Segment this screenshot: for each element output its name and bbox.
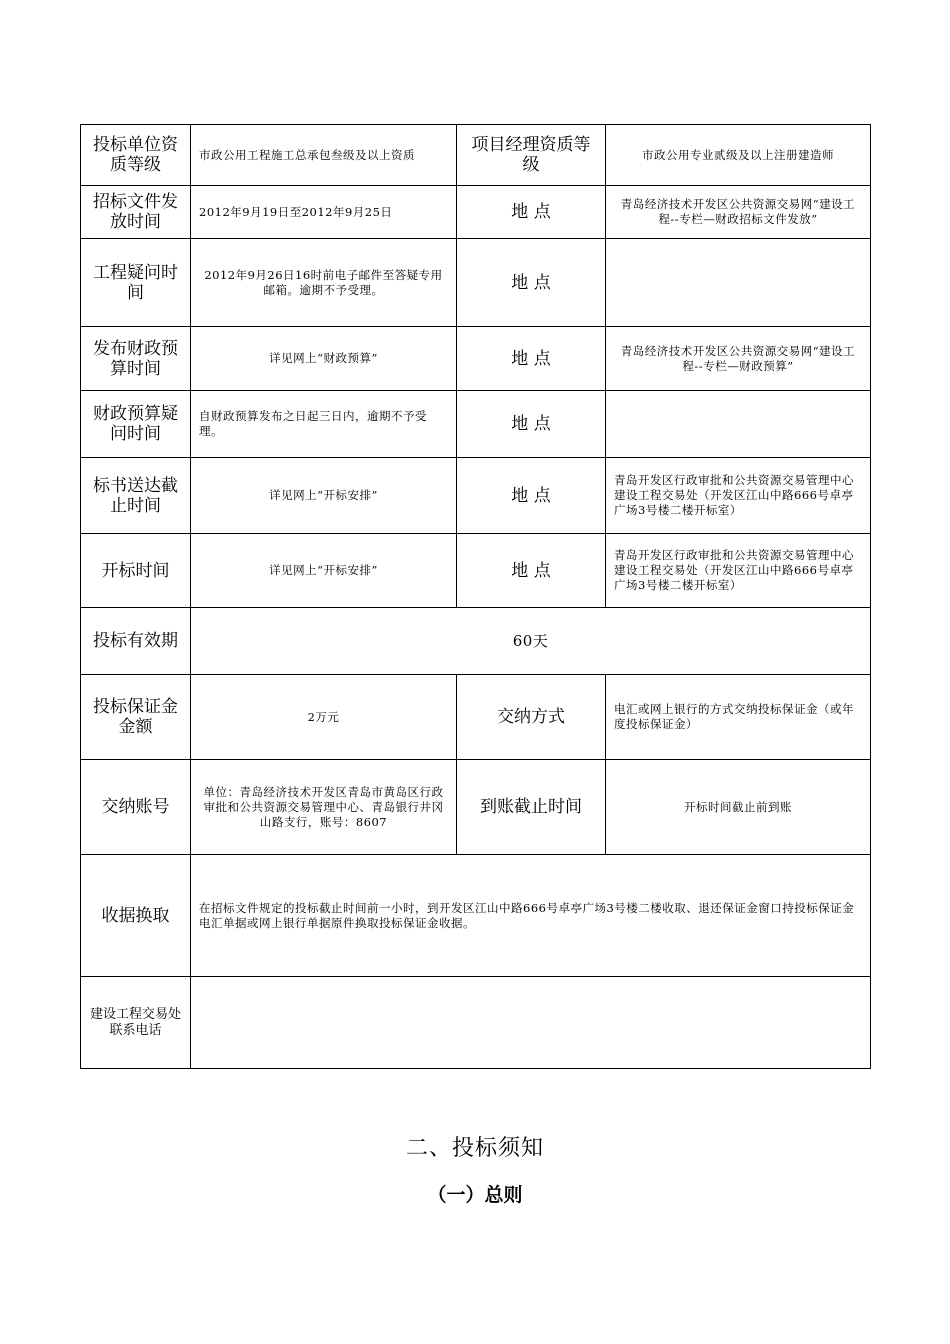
- table-row: [81, 458, 871, 534]
- row-value: 在招标文件规定的投标截止时间前一小时，到开发区江山中路666号卓亭广场3号楼二楼收取、退还保证金窗口持投标保证金电汇单据或网上银行单据原件换取投标保证金收据。: [191, 855, 871, 977]
- table-row: [81, 239, 871, 327]
- row-value: 2012年9月26日16时前电子邮件至答疑专用邮箱。逾期不予受理。: [191, 239, 457, 327]
- row-value-2: [606, 391, 871, 458]
- row-label-2: 地 点: [457, 239, 606, 327]
- row-value-2: 青岛开发区行政审批和公共资源交易管理中心建设工程交易处（开发区江山中路666号卓亭广场3号楼二楼开标室）: [606, 534, 871, 608]
- row-label-2: 项目经理资质等级: [457, 125, 606, 186]
- row-label: 发布财政预算时间: [81, 327, 191, 391]
- row-label-2: 地 点: [457, 391, 606, 458]
- table-row: [81, 125, 871, 186]
- table-row: [81, 855, 871, 977]
- row-label: 收据换取: [81, 855, 191, 977]
- row-value-2: [606, 239, 871, 327]
- row-value-2: 青岛经济技术开发区公共资源交易网“建设工程--专栏—财政预算”: [606, 327, 871, 391]
- table-row: [81, 675, 871, 760]
- row-value: 2012年9月19日至2012年9月25日: [191, 186, 457, 239]
- row-value: 2万元: [191, 675, 457, 760]
- row-label-2: 交纳方式: [457, 675, 606, 760]
- row-value: 60天: [191, 608, 871, 675]
- table-row: [81, 327, 871, 391]
- table-row: [81, 760, 871, 855]
- table-row: [81, 391, 871, 458]
- row-label-2: 地 点: [457, 327, 606, 391]
- row-value-2: 青岛开发区行政审批和公共资源交易管理中心建设工程交易处（开发区江山中路666号卓亭广场3号楼二楼开标室）: [606, 458, 871, 534]
- table-row: [81, 608, 871, 675]
- row-value: 单位：青岛经济技术开发区青岛市黄岛区行政审批和公共资源交易管理中心、青岛银行井冈山路支行，账号：8607: [191, 760, 457, 855]
- subsection-title: （一）总则: [427, 1184, 523, 1206]
- row-label: 财政预算疑问时间: [81, 391, 191, 458]
- row-label: 标书送达截止时间: [81, 458, 191, 534]
- row-label-2: 地 点: [457, 458, 606, 534]
- row-value-2: 市政公用专业贰级及以上注册建造师: [606, 125, 871, 186]
- row-label: 工程疑问时间: [81, 239, 191, 327]
- row-value: 市政公用工程施工总承包叁级及以上资质: [191, 125, 457, 186]
- row-label: 开标时间: [81, 534, 191, 608]
- row-value-2: 开标时间截止前到账: [606, 760, 871, 855]
- row-label: 投标单位资质等级: [81, 125, 191, 186]
- row-label: 投标有效期: [81, 608, 191, 675]
- table-row: [81, 977, 871, 1069]
- tender-info-table: [80, 124, 871, 1069]
- row-value-2: 青岛经济技术开发区公共资源交易网“建设工程--专栏—财政招标文件发放”: [606, 186, 871, 239]
- table-row: [81, 534, 871, 608]
- row-value: 详见网上“开标安排”: [191, 458, 457, 534]
- table-row: [81, 186, 871, 239]
- row-label: 投标保证金金额: [81, 675, 191, 760]
- section-title: 二、投标须知: [405, 1136, 544, 1161]
- row-label-2: 到账截止时间: [457, 760, 606, 855]
- row-value: 自财政预算发布之日起三日内，逾期不予受理。: [191, 391, 457, 458]
- row-label: 招标文件发放时间: [81, 186, 191, 239]
- row-value: 详见网上“开标安排”: [191, 534, 457, 608]
- row-label-2: 地 点: [457, 186, 606, 239]
- row-label-2: 地 点: [457, 534, 606, 608]
- row-label: 交纳账号: [81, 760, 191, 855]
- row-label: 建设工程交易处联系电话: [81, 977, 191, 1069]
- row-value: [191, 977, 871, 1069]
- row-value: 详见网上“财政预算”: [191, 327, 457, 391]
- row-value-2: 电汇或网上银行的方式交纳投标保证金（或年度投标保证金）: [606, 675, 871, 760]
